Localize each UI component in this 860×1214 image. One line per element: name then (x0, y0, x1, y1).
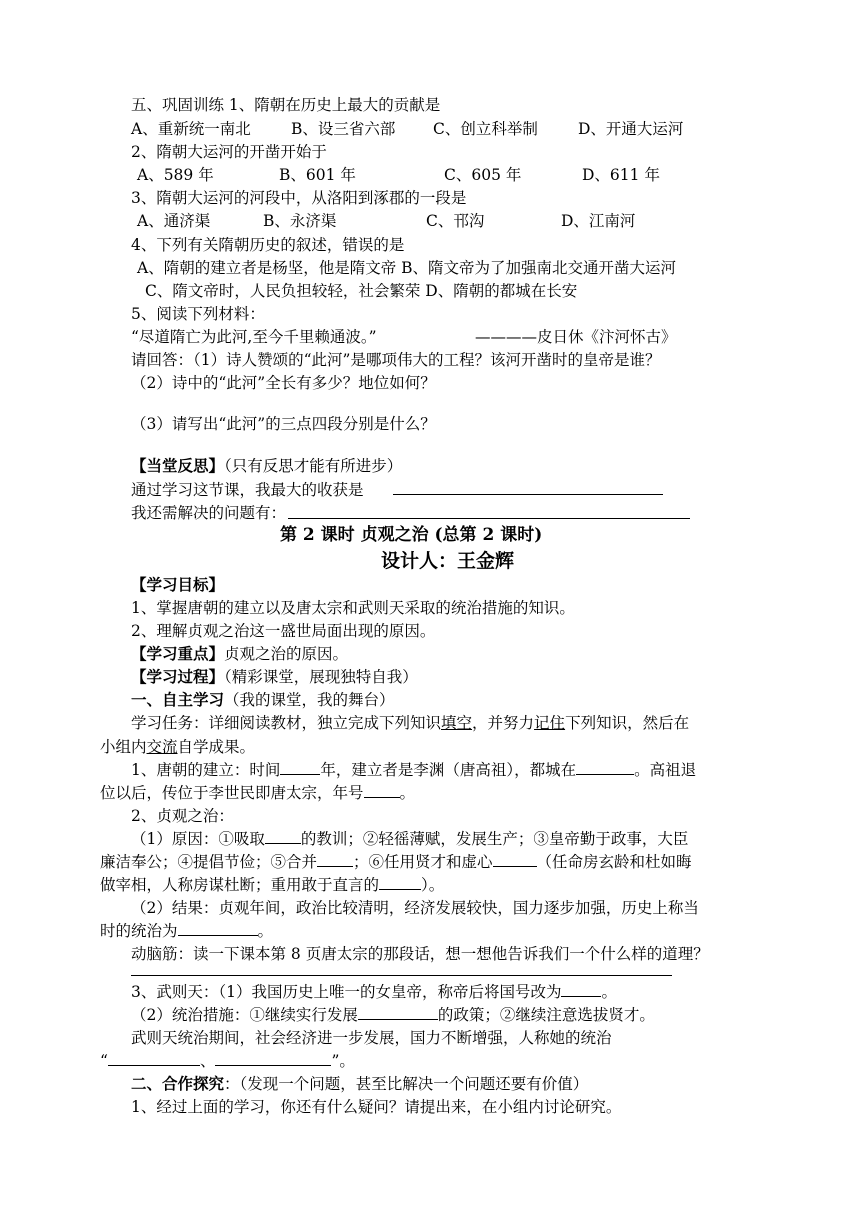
fill-text: 做宰相，人称房谋杜断；重用敢于直言的 (100, 876, 380, 894)
reason-line1 (131, 829, 688, 849)
fill-text: “ (100, 1052, 108, 1070)
coop-note: ：（发现一个问题，甚至比解决一个问题还要有价值） (224, 1075, 589, 1093)
policy-blank[interactable] (358, 1005, 438, 1020)
think-answer-line[interactable] (131, 975, 672, 976)
zhenguan-heading: 2、贞观之治： (131, 807, 234, 825)
humble-blank[interactable] (493, 852, 537, 867)
lesson-title: 第 2 课时 贞观之治 (总第 2 课时) (280, 525, 543, 545)
coop-label: 二、合作探究 (131, 1074, 225, 1093)
exercise-q5: 5、阅读下列材料： (131, 305, 265, 323)
process-label: 【学习过程】 (131, 667, 225, 686)
process-heading (131, 667, 418, 687)
rule-name-blank[interactable] (178, 921, 258, 936)
task-text: 小组内 (100, 738, 147, 756)
fill-text: 时的统治为 (100, 922, 178, 940)
poem-quote: “尽道隋亡为此河,至今千里赖通波。” (131, 328, 377, 346)
fill-text: 1、唐朝的建立：时间 (131, 761, 281, 779)
poem-source: ————皮日休《汴河怀古》 (475, 328, 677, 346)
question-3: （3）请写出“此河”的三点四段分别是什么？ (131, 415, 436, 433)
exercise-q4: 4、下列有关隋朝历史的叙述，错误的是 (131, 236, 405, 254)
exercise-q2: 2、隋朝大运河的开凿开始于 (131, 143, 327, 161)
exercise-q3: 3、隋朝大运河的河段中，从洛阳到涿郡的一段是 (131, 189, 467, 207)
goals-heading: 【学习目标】 (131, 575, 225, 594)
fill-text: （1）原因：①吸取 (131, 830, 265, 848)
wuzetian-line2 (131, 1005, 655, 1025)
self-study-label: 一、自主学习 (131, 690, 225, 709)
key-point (131, 644, 348, 664)
fill-text: 。 (257, 922, 274, 940)
exercise-q1: 五、巩固训练 1、隋朝在历史上最大的贡献是 (131, 96, 441, 114)
key-point-text: 贞观之治的原因。 (224, 645, 349, 663)
todo-blank[interactable] (288, 518, 690, 519)
fill-text: 、 (199, 1052, 216, 1070)
task-text: 学习任务：详细阅读教材，独立完成下列知识 (131, 714, 442, 732)
reflection-note: （只有反思才能有所进步） (224, 457, 403, 475)
self-study-heading (131, 690, 395, 710)
q3-option-a: A、通济渠 (137, 212, 211, 230)
wuzetian-line3: 武则天统治期间，社会经济进一步发展，国力不断增强，人称她的统治 (131, 1029, 612, 1047)
founding-year-blank[interactable] (280, 760, 320, 775)
result-line1: （2）结果：贞观年间，政治比较清明，经济发展较快，国力逐步加强，历史上称当 (131, 899, 699, 917)
task-text: 下列知识，然后在 (565, 714, 690, 732)
q3-option-b: B、永济渠 (263, 212, 337, 230)
fill-text: 。高祖退 (634, 761, 697, 779)
q3-option-d: D、江南河 (561, 212, 636, 230)
fill-text: 的政策；②继续注意选拔贤才。 (437, 1006, 655, 1024)
task-remember: 记住 (534, 714, 566, 732)
task-exchange: 交流 (146, 738, 178, 756)
fill-text: （任命房玄龄和杜如晦 (536, 853, 692, 871)
task-fill-blank: 填空 (441, 714, 473, 732)
think-question: 动脑筋：读一下课本第 8 页唐太宗的那段话，想一想他告诉我们一个什么样的道理？ (131, 945, 709, 963)
reflection-heading (131, 456, 402, 476)
reason-line3 (100, 875, 444, 895)
result-line2 (100, 921, 273, 941)
merge-blank[interactable] (317, 852, 353, 867)
lesson-blank[interactable] (265, 829, 301, 844)
q2-option-b: B、601 年 (279, 166, 356, 184)
q4-options-cd: C、隋文帝时，人民负担较轻，社会繁荣 D、隋朝的都城在长安 (145, 282, 578, 300)
goal-2: 2、理解贞观之治这一盛世局面出现的原因。 (131, 622, 436, 640)
self-study-note: （我的课堂，我的舞台） (224, 691, 395, 709)
fill-text: 的教训；②轻徭薄赋，发展生产；③皇帝勤于政事，大臣 (300, 830, 689, 848)
fill-text: ”。 (331, 1052, 355, 1070)
q1-option-c: C、创立科举制 (433, 120, 538, 138)
gain-blank[interactable] (393, 494, 663, 495)
q4-options-ab: A、隋朝的建立者是杨坚，他是隋文帝 B、隋文帝为了加强南北交通开凿大运河 (137, 259, 677, 277)
lesson-designer: 设计人：王金辉 (381, 550, 515, 572)
q2-option-d: D、611 年 (582, 166, 660, 184)
task-text: ，并努力 (472, 714, 535, 732)
fill-text: 廉洁奉公；④提倡节俭；⑤合并 (100, 853, 318, 871)
q1-option-d: D、开通大运河 (578, 120, 684, 138)
tang-founding-line2 (100, 783, 415, 803)
study-task-line2 (100, 737, 255, 757)
question-1: 请回答：（1）诗人赞颂的“此河”是哪项伟大的工程？该河开凿时的皇帝是谁？ (131, 351, 661, 369)
fill-text: ；⑥任用贤才和虚心 (353, 853, 493, 871)
wuzetian-line1 (131, 982, 617, 1002)
q2-option-a: A、589 年 (137, 166, 214, 184)
tang-founding-line1 (131, 760, 696, 780)
reflection-label: 【当堂反思】 (131, 456, 225, 475)
fill-text: 3、武则天：（1）我国历史上唯一的女皇帝，称帝后将国号改为 (131, 983, 562, 1001)
study-task-line1 (131, 713, 689, 733)
q3-option-c: C、邗沟 (426, 212, 485, 230)
fill-text: 。 (601, 983, 617, 1001)
fill-text: 位以后，传位于李世民即唐太宗，年号 (100, 784, 364, 802)
fill-text: ）。 (421, 876, 445, 894)
reason-line2 (100, 852, 692, 872)
task-text: 自学成果。 (177, 738, 256, 756)
key-point-label: 【学习重点】 (131, 644, 225, 663)
reign-title-blank[interactable] (364, 783, 400, 798)
gain-label: 通过学习这节课，我最大的收获是 (131, 481, 364, 499)
capital-blank[interactable] (576, 760, 634, 775)
todo-label: 我还需解决的问题有： (131, 504, 287, 522)
praise-blank-1[interactable] (108, 1051, 200, 1066)
fill-text: 年，建立者是李渊（唐高祖），都城在 (320, 761, 577, 779)
question-2: （2）诗中的“此河”全长有多少？地位如何？ (131, 374, 436, 392)
q1-option-a: A、重新统一南北 (131, 120, 251, 138)
q1-option-b: B、设三省六部 (291, 120, 396, 138)
q2-option-c: C、605 年 (444, 166, 522, 184)
goal-1: 1、掌握唐朝的建立以及唐太宗和武则天采取的统治措施的知识。 (131, 599, 575, 617)
process-note: （精彩课堂，展现独特自我） (224, 668, 418, 686)
fill-text: （2）统治措施：①继续实行发展 (131, 1006, 358, 1024)
dynasty-name-blank[interactable] (561, 982, 601, 997)
coop-q1: 1、经过上面的学习，你还有什么疑问？请提出来，在小组内讨论研究。 (131, 1098, 622, 1116)
praise-blank-2[interactable] (215, 1051, 331, 1066)
advisor-blank[interactable] (379, 875, 421, 890)
fill-text: 。 (399, 784, 416, 802)
coop-heading (131, 1074, 588, 1094)
wuzetian-line4 (100, 1051, 355, 1071)
